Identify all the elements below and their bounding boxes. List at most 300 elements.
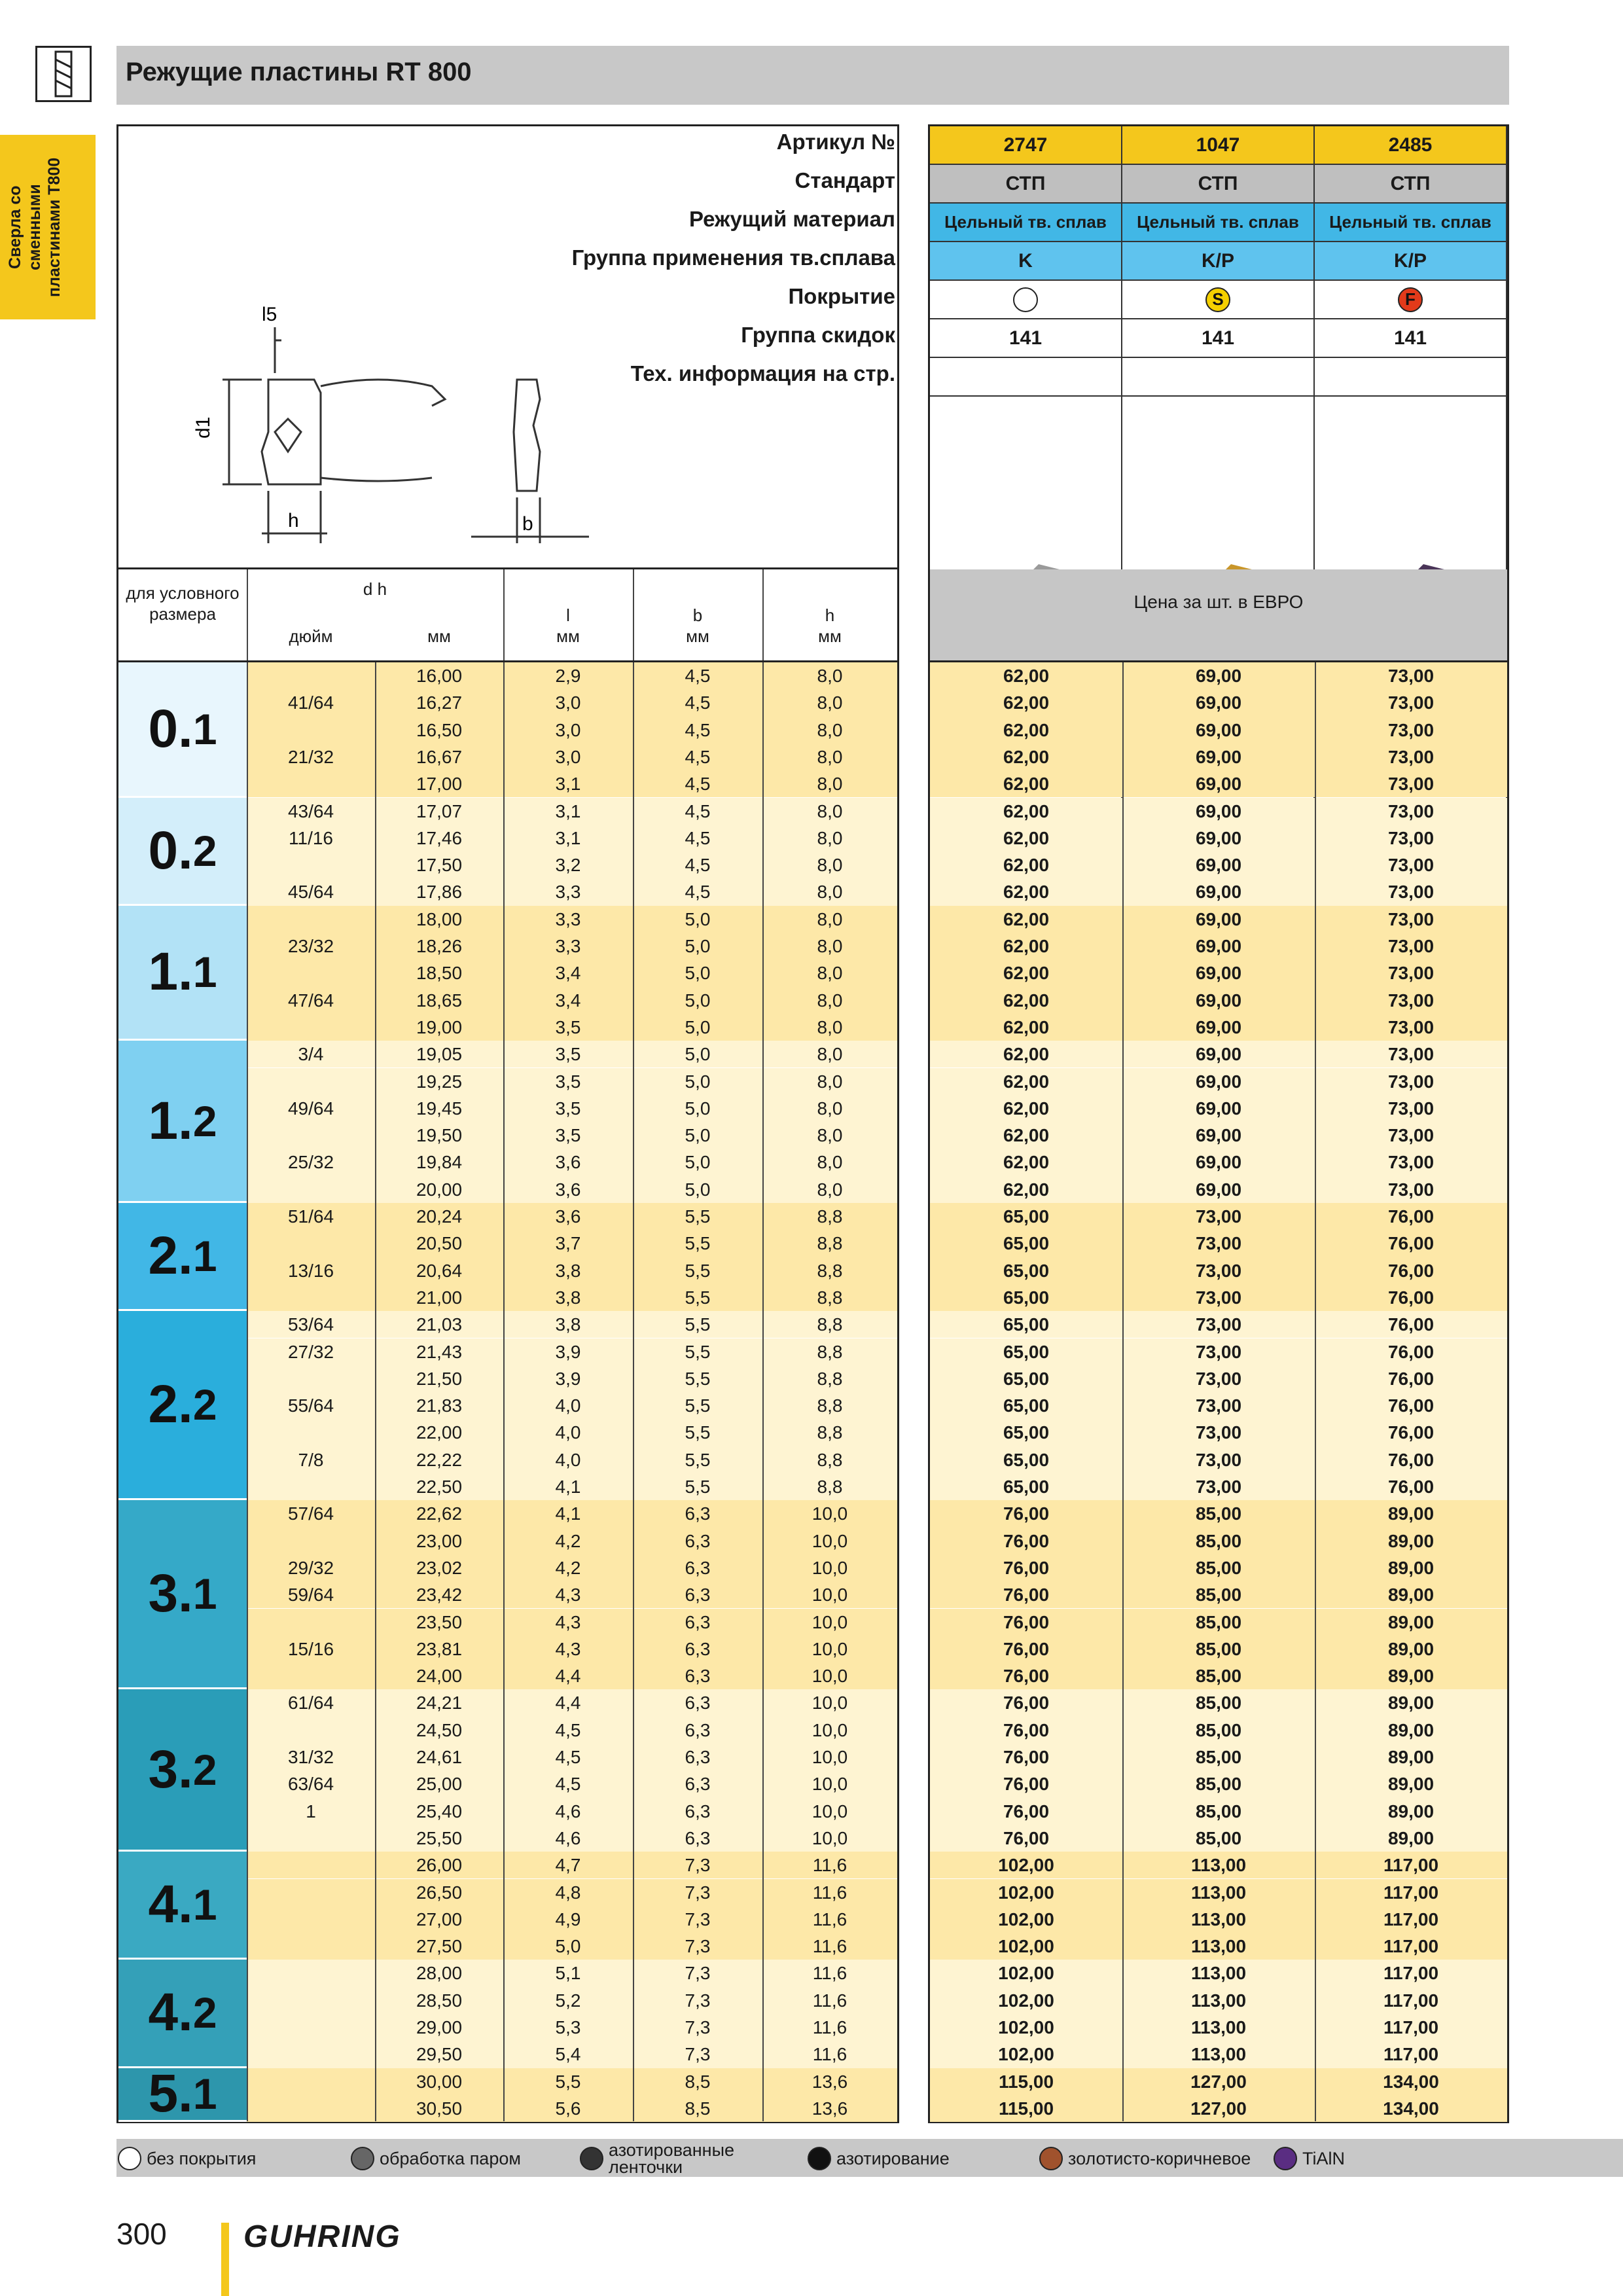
cell-mm: 23,50 (416, 1611, 463, 1632)
cell-h: 11,6 (812, 1882, 847, 1903)
price-cell: 69,00 (1195, 855, 1242, 876)
cell-h: 8,0 (817, 692, 843, 713)
cell-b: 5,5 (685, 1341, 711, 1362)
cell-b: 7,3 (685, 1855, 711, 1876)
product-discount: 141 (1122, 319, 1315, 358)
cell-mm: 19,25 (416, 1071, 463, 1092)
cell-mm: 28,00 (416, 1963, 463, 1984)
cell-mm: 17,50 (416, 855, 463, 876)
cell-inch: 43/64 (287, 800, 334, 821)
dimension-table (116, 662, 899, 2123)
cell-mm: 23,02 (416, 1557, 463, 1578)
product-material: Цельный тв. сплав (1315, 204, 1507, 242)
price-cell: 69,00 (1195, 1016, 1242, 1037)
cell-l: 5,1 (555, 1963, 581, 1984)
price-cell: 62,00 (1003, 908, 1050, 929)
cell-b: 5,0 (685, 1098, 711, 1119)
page-title: Режущие пластины RT 800 (126, 58, 472, 86)
table-row (247, 1068, 897, 1095)
price-row (930, 662, 1507, 689)
price-row (930, 1014, 1507, 1041)
price-row (930, 744, 1507, 770)
cell-h: 8,0 (817, 855, 843, 876)
cell-b: 5,0 (685, 1125, 711, 1146)
cell-inch (247, 1122, 375, 1149)
attr-article: Артикул № (776, 130, 895, 154)
table-row (247, 1825, 897, 1852)
column-header (116, 569, 899, 662)
cell-l: 2,9 (555, 666, 581, 686)
cell-l: 4,2 (555, 1530, 581, 1551)
col-h: h (825, 605, 835, 625)
cell-b: 5,0 (685, 963, 711, 984)
legend-item (118, 2142, 256, 2175)
cell-inch (247, 1365, 375, 1392)
price-cell: 73,00 (1387, 1071, 1435, 1092)
cell-b: 4,5 (685, 800, 711, 821)
cell-b: 5,5 (685, 1287, 711, 1308)
cell-h: 10,0 (812, 1719, 848, 1740)
cell-mm: 20,64 (416, 1260, 463, 1281)
price-row (930, 1122, 1507, 1149)
size-group-label (118, 2064, 247, 2124)
cell-inch (247, 662, 375, 689)
column-divider (247, 662, 248, 2121)
price-row (930, 878, 1507, 905)
cell-inch: 51/64 (287, 1206, 334, 1227)
price-cell: 76,00 (1387, 1477, 1435, 1497)
price-cell: 73,00 (1387, 1016, 1435, 1037)
price-cell: 69,00 (1195, 827, 1242, 848)
price-row (930, 825, 1507, 852)
cell-l: 3,9 (555, 1341, 581, 1362)
cell-mm: 18,50 (416, 963, 463, 984)
label-b: b (522, 513, 533, 535)
cell-mm: 16,00 (416, 666, 463, 686)
table-row (247, 960, 897, 986)
cell-mm: 19,84 (416, 1152, 463, 1173)
column-divider (375, 662, 376, 2121)
cell-inch (247, 717, 375, 744)
cell-inch: 21/32 (287, 746, 334, 767)
cell-mm: 21,43 (416, 1341, 463, 1362)
cell-inch: 31/32 (287, 1747, 334, 1767)
cell-inch: 13/16 (287, 1260, 334, 1281)
price-cell: 73,00 (1195, 1260, 1242, 1281)
price-row (930, 1203, 1507, 1230)
table-row (247, 1203, 897, 1230)
cell-mm: 23,00 (416, 1530, 463, 1551)
table-row (247, 689, 897, 716)
size-group-main: 2. (148, 1374, 193, 1435)
attr-standard: Стандарт (794, 168, 895, 192)
price-row (930, 1446, 1507, 1473)
table-row (247, 987, 897, 1014)
cell-l: 3,3 (555, 908, 581, 929)
table-row (247, 1581, 897, 1608)
price-row (930, 1365, 1507, 1392)
cell-mm: 21,03 (416, 1314, 463, 1335)
cell-h: 11,6 (812, 1963, 847, 1984)
cell-inch (247, 1284, 375, 1311)
cell-b: 6,3 (685, 1693, 711, 1713)
cell-b: 6,3 (685, 1611, 711, 1632)
price-cell: 76,00 (1387, 1314, 1435, 1335)
cell-b: 5,5 (685, 1477, 711, 1497)
legend-label: TiAlN (1302, 2148, 1345, 2168)
price-cell: 73,00 (1387, 800, 1435, 821)
cell-inch: 47/64 (287, 990, 334, 1011)
cell-mm: 22,22 (416, 1449, 463, 1470)
cell-l: 3,5 (555, 1016, 581, 1037)
price-row (930, 1392, 1507, 1419)
cell-h: 8,0 (817, 1098, 843, 1119)
cell-mm: 17,86 (416, 882, 463, 903)
price-cell: 69,00 (1195, 692, 1242, 713)
price-row (930, 1581, 1507, 1608)
price-cell: 73,00 (1387, 1125, 1435, 1146)
table-row (247, 1230, 897, 1257)
cell-h: 8,8 (817, 1233, 843, 1254)
cell-h: 8,0 (817, 936, 843, 956)
cell-mm: 24,50 (416, 1719, 463, 1740)
table-row (247, 2095, 897, 2122)
legend-item (580, 2142, 753, 2175)
table-row (247, 1446, 897, 1473)
table-row (247, 1609, 897, 1636)
price-cell: 73,00 (1387, 936, 1435, 956)
price-cell: 69,00 (1195, 936, 1242, 956)
price-row (930, 1230, 1507, 1257)
cell-l: 3,2 (555, 855, 581, 876)
table-row (247, 1365, 897, 1392)
price-cell: 89,00 (1387, 1557, 1435, 1578)
cell-b: 6,3 (685, 1503, 711, 1524)
cell-inch (247, 1014, 375, 1041)
cell-l: 3,7 (555, 1233, 581, 1254)
cell-b: 4,5 (685, 692, 711, 713)
cell-inch (247, 960, 375, 986)
product-tech (1315, 358, 1507, 397)
price-cell: 65,00 (1003, 1206, 1050, 1227)
price-cell: 89,00 (1387, 1693, 1435, 1713)
price-cell: 69,00 (1195, 774, 1242, 795)
cell-l: 4,3 (555, 1585, 581, 1605)
cell-inch: 25/32 (287, 1152, 334, 1173)
size-group-sub: 2 (192, 826, 217, 875)
price-cell: 76,00 (1003, 1801, 1050, 1821)
cell-h: 8,0 (817, 1152, 843, 1173)
size-group-main: 1. (148, 942, 193, 1002)
cell-mm: 16,27 (416, 692, 463, 713)
price-cell: 62,00 (1003, 827, 1050, 848)
table-row (247, 1770, 897, 1797)
price-cell: 85,00 (1195, 1585, 1242, 1605)
price-cell: 73,00 (1387, 666, 1435, 686)
cell-b: 7,3 (685, 1936, 711, 1957)
price-cell: 76,00 (1387, 1368, 1435, 1389)
column-divider (503, 662, 505, 2121)
cell-l: 4,5 (555, 1747, 581, 1767)
cell-l: 3,3 (555, 936, 581, 956)
price-cell: 73,00 (1387, 963, 1435, 984)
price-cell: 65,00 (1003, 1477, 1050, 1497)
price-cell: 76,00 (1387, 1287, 1435, 1308)
price-row (930, 1770, 1507, 1797)
cell-b: 5,0 (685, 990, 711, 1011)
insert-drawing (183, 301, 602, 550)
price-cell: 65,00 (1003, 1314, 1050, 1335)
cell-b: 8,5 (685, 2071, 711, 2092)
cell-b: 6,3 (685, 1827, 711, 1848)
cell-l: 5,5 (555, 2071, 581, 2092)
price-cell: 69,00 (1195, 1179, 1242, 1200)
price-row (930, 1717, 1507, 1744)
cell-inch (247, 906, 375, 933)
cell-h: 8,8 (817, 1314, 843, 1335)
tin-coating-icon: S (1205, 287, 1230, 312)
table-row (247, 1933, 897, 1960)
price-cell: 69,00 (1195, 1152, 1242, 1173)
table-row (247, 878, 897, 905)
cell-mm: 25,50 (416, 1827, 463, 1848)
attr-discount-group: Группа скидок (741, 323, 895, 347)
cell-inch (247, 1662, 375, 1689)
cell-l: 4,3 (555, 1638, 581, 1659)
cell-b: 5,0 (685, 908, 711, 929)
cell-h: 13,6 (812, 2098, 848, 2119)
product-article: 2747 (930, 126, 1122, 165)
product-group: K/P (1122, 242, 1315, 281)
cell-h: 8,8 (817, 1260, 843, 1281)
price-cell: 102,00 (998, 1936, 1054, 1957)
legend-item (1274, 2142, 1345, 2175)
cell-l: 3,0 (555, 746, 581, 767)
cell-b: 4,5 (685, 719, 711, 740)
size-group-label (118, 798, 247, 906)
product-standard: СТП (1122, 165, 1315, 204)
cell-l: 5,2 (555, 1990, 581, 2011)
price-cell: 102,00 (998, 1882, 1054, 1903)
cell-l: 5,3 (555, 2017, 581, 2037)
cell-l: 3,4 (555, 990, 581, 1011)
attr-material: Режущий материал (688, 207, 895, 231)
cell-h: 8,0 (817, 908, 843, 929)
cell-l: 3,8 (555, 1287, 581, 1308)
cell-h: 10,0 (812, 1801, 848, 1821)
table-row (247, 1906, 897, 1933)
table-row (247, 1284, 897, 1311)
cell-mm: 17,46 (416, 827, 463, 848)
legend-item (351, 2142, 521, 2175)
cell-b: 5,0 (685, 1152, 711, 1173)
cell-mm: 27,50 (416, 1936, 463, 1957)
cell-h: 11,6 (812, 1990, 847, 2011)
price-cell: 102,00 (998, 1855, 1054, 1876)
size-group-main: 3. (148, 1739, 193, 1799)
price-cell: 76,00 (1003, 1585, 1050, 1605)
page-divider (221, 2223, 229, 2296)
table-row (247, 906, 897, 933)
price-cell: 76,00 (1003, 1611, 1050, 1632)
price-row (930, 1825, 1507, 1852)
size-group-sub: 1 (192, 1880, 217, 1929)
cell-mm: 23,42 (416, 1585, 463, 1605)
price-row (930, 1636, 1507, 1662)
size-group-main: 2. (148, 1226, 193, 1286)
price-row (930, 1960, 1507, 1986)
price-cell: 89,00 (1387, 1774, 1435, 1795)
price-cell: 73,00 (1195, 1449, 1242, 1470)
price-cell: 117,00 (1383, 1936, 1439, 1957)
cell-h: 8,0 (817, 746, 843, 767)
size-group-label (118, 1311, 247, 1500)
price-cell: 73,00 (1195, 1287, 1242, 1308)
table-row (247, 1257, 897, 1284)
price-row (930, 960, 1507, 986)
price-cell: 89,00 (1387, 1719, 1435, 1740)
cell-mm: 28,50 (416, 1990, 463, 2011)
price-cell: 73,00 (1387, 1179, 1435, 1200)
price-row (930, 689, 1507, 716)
table-row (247, 1338, 897, 1365)
cell-mm: 23,81 (416, 1638, 463, 1659)
price-table (928, 662, 1509, 2123)
price-cell: 113,00 (1190, 1855, 1247, 1876)
cell-h: 11,6 (812, 1909, 847, 1929)
side-tab-label: Сверла со сменными пластинами T800 (6, 157, 63, 297)
price-row (930, 852, 1507, 878)
cell-mm: 27,00 (416, 1909, 463, 1929)
cell-h: 8,0 (817, 800, 843, 821)
cell-l: 4,8 (555, 1882, 581, 1903)
price-row (930, 1609, 1507, 1636)
size-group-sub: 2 (192, 1096, 217, 1145)
cell-l: 3,1 (555, 800, 581, 821)
size-group-main: 4. (148, 1982, 193, 2043)
price-row (930, 1852, 1507, 1878)
price-cell: 113,00 (1190, 2044, 1247, 2065)
cell-inch (247, 1419, 375, 1446)
cell-mm: 19,45 (416, 1098, 463, 1119)
label-d1: d1 (192, 416, 214, 439)
price-cell: 117,00 (1383, 2017, 1439, 2037)
price-cell: 65,00 (1003, 1233, 1050, 1254)
page-number: 300 (116, 2217, 167, 2251)
price-row (930, 2068, 1507, 2095)
price-cell: 62,00 (1003, 1044, 1050, 1065)
cell-inch (247, 1230, 375, 1257)
price-cell: 76,00 (1003, 1693, 1050, 1713)
legend-label: обработка паром (380, 2148, 521, 2168)
cell-b: 7,3 (685, 2044, 711, 2065)
cell-l: 3,5 (555, 1071, 581, 1092)
price-cell: 69,00 (1195, 882, 1242, 903)
cell-mm: 25,00 (416, 1774, 463, 1795)
price-cell: 69,00 (1195, 666, 1242, 686)
cell-l: 3,5 (555, 1125, 581, 1146)
legend-label: золотисто-коричневое (1068, 2148, 1251, 2168)
cell-b: 6,3 (685, 1774, 711, 1795)
price-cell: 73,00 (1387, 719, 1435, 740)
cell-inch: 41/64 (287, 692, 334, 713)
cell-l: 4,5 (555, 1774, 581, 1795)
cell-l: 4,9 (555, 1909, 581, 1929)
cell-h: 10,0 (812, 1693, 848, 1713)
price-row (930, 798, 1507, 825)
cell-inch: 59/64 (287, 1585, 334, 1605)
cell-l: 3,4 (555, 963, 581, 984)
price-cell: 62,00 (1003, 855, 1050, 876)
table-row (247, 933, 897, 960)
cell-inch: 11/16 (289, 827, 333, 848)
price-cell: 69,00 (1195, 1125, 1242, 1146)
cell-inch (247, 770, 375, 797)
price-cell: 69,00 (1195, 1071, 1242, 1092)
price-row (930, 1906, 1507, 1933)
cell-h: 10,0 (812, 1611, 848, 1632)
col-l: l (566, 605, 570, 625)
price-cell: 89,00 (1387, 1747, 1435, 1767)
cell-l: 3,5 (555, 1044, 581, 1065)
price-cell: 73,00 (1387, 1098, 1435, 1119)
table-row (247, 1149, 897, 1175)
product-material: Цельный тв. сплав (1122, 204, 1315, 242)
cell-h: 10,0 (812, 1585, 848, 1605)
cell-b: 5,5 (685, 1449, 711, 1470)
cell-b: 7,3 (685, 1990, 711, 2011)
cell-h: 8,0 (817, 1044, 843, 1065)
price-cell: 62,00 (1003, 800, 1050, 821)
size-group-sub: 2 (192, 1988, 217, 2037)
table-row (247, 1987, 897, 2014)
cell-h: 8,0 (817, 827, 843, 848)
price-row (930, 987, 1507, 1014)
cell-h: 8,8 (817, 1368, 843, 1389)
cell-inch: 23/32 (287, 936, 334, 956)
price-row (930, 1798, 1507, 1825)
cell-b: 5,5 (685, 1395, 711, 1416)
cell-b: 6,3 (685, 1719, 711, 1740)
cell-inch (247, 1068, 375, 1095)
cell-inch (247, 1852, 375, 1878)
table-row (247, 1311, 897, 1338)
price-cell: 115,00 (998, 2071, 1054, 2092)
price-cell: 85,00 (1195, 1530, 1242, 1551)
table-row (247, 1852, 897, 1878)
uncoated-circle-icon (1013, 287, 1038, 312)
price-cell: 76,00 (1387, 1206, 1435, 1227)
cell-b: 4,5 (685, 746, 711, 767)
price-cell: 65,00 (1003, 1287, 1050, 1308)
product-coating (1315, 281, 1507, 319)
legend-label: без покрытия (147, 2148, 257, 2168)
cell-mm: 19,00 (416, 1016, 463, 1037)
table-row (247, 2041, 897, 2068)
cell-l: 3,0 (555, 692, 581, 713)
product-discount: 141 (930, 319, 1122, 358)
legend-item (1039, 2142, 1251, 2175)
price-row (930, 933, 1507, 960)
column-divider (1122, 662, 1124, 2121)
price-row (930, 1041, 1507, 1067)
cell-inch (247, 1528, 375, 1554)
cell-mm: 20,24 (416, 1206, 463, 1227)
cell-b: 5,0 (685, 1044, 711, 1065)
label-l5: l5 (262, 304, 277, 325)
col-l-unit: мм (556, 626, 580, 646)
cell-inch (247, 1879, 375, 1906)
